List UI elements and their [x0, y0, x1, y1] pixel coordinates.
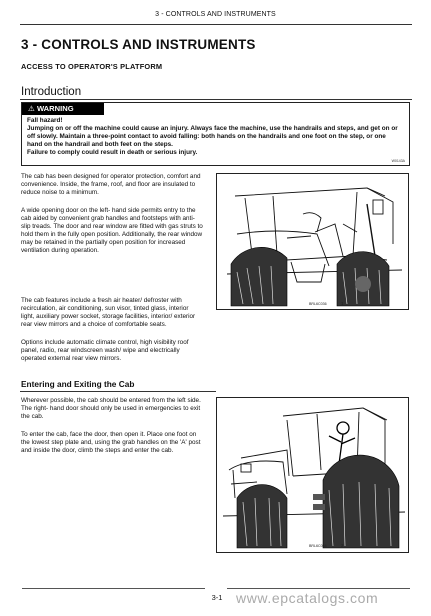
figure-code: BRL6C036	[309, 302, 327, 306]
paragraph-options: Options include automatic climate control, high visibility roof panel, radio, rear windscreen wash/ wipe and electrically operated external rear view mirrors.	[21, 339, 189, 362]
warning-label	[22, 103, 104, 115]
figure-number: 2	[341, 543, 344, 548]
paragraph-entry-steps: To enter the cab, face the door, then open it. Place one foot on the lowest step plate and, using the grab handles on the 'A' post and inside the door, climb the steps and enter the cab.	[21, 431, 201, 454]
section-title: ACCESS TO OPERATOR'S PLATFORM	[21, 62, 163, 71]
warning-triangle-icon: ⚠	[28, 104, 35, 113]
watermark: www.epcatalogs.com	[236, 590, 379, 606]
figure-cab-door-open	[216, 173, 409, 310]
page-number: 3-1	[211, 593, 223, 602]
paragraph-door: A wide opening door on the left- hand side permits entry to the cab aided by convenient grab handles and footsteps with anti- slip treads. The door and rear window are fitted with gas struts to hold them in the fully open position. Additionally, the rear window may be retained in the partially open position for increased ventilation during operation.	[21, 207, 203, 254]
warning-text	[27, 117, 399, 157]
tractor-illustration-1	[217, 174, 409, 310]
paragraph-entry-side: Wherever possible, the cab should be entered from the left side. The right- hand door should only be used in emergencies to exit the cab.	[21, 397, 201, 420]
introduction-rule	[20, 99, 412, 100]
warning-line: Failure to comply could result in death or serious injury.	[27, 149, 198, 156]
subsection-heading: Entering and Exiting the Cab	[21, 379, 135, 389]
running-header: 3 - CONTROLS AND INSTRUMENTS	[155, 11, 276, 18]
figure-number: 1	[341, 301, 344, 306]
footer-rule-left	[22, 588, 205, 589]
warning-line: Jumping on or off the machine could cause an injury. Always face the machine, use the handrails and steps, and get on or off slowly. Maintain a three-point contact to avoid falling: both hands on the handrails and one foot on the step, or one hand on the handrail and both feet on the steps.	[27, 125, 398, 148]
warning-box	[21, 102, 410, 166]
paragraph-features: The cab features include a fresh air heater/ defroster with recirculation, air conditioning, sun visor, tinted glass, interior light, auxiliary power socket, storage facilities, interior/ exterior rear view mirrors and a choice of comfortable seats.	[21, 297, 196, 328]
warning-code: W0143A	[391, 159, 405, 163]
footer-rule-right	[227, 588, 410, 589]
paragraph-cab-design: The cab has been designed for operator protection, comfort and convenience. Inside, the frame, roof, and floor are insulated to reduce noise to a minimum.	[21, 173, 201, 196]
introduction-heading: Introduction	[21, 86, 82, 98]
warning-label-text: WARNING	[36, 104, 74, 113]
subsection-rule	[20, 391, 216, 392]
tractor-illustration-2	[217, 398, 409, 553]
header-rule	[20, 24, 412, 25]
figure-operator-entering	[216, 397, 409, 553]
warning-line: Fall hazard!	[27, 117, 63, 124]
chapter-title: 3 - CONTROLS AND INSTRUMENTS	[21, 37, 256, 52]
figure-code: BRL6C034	[309, 544, 327, 548]
